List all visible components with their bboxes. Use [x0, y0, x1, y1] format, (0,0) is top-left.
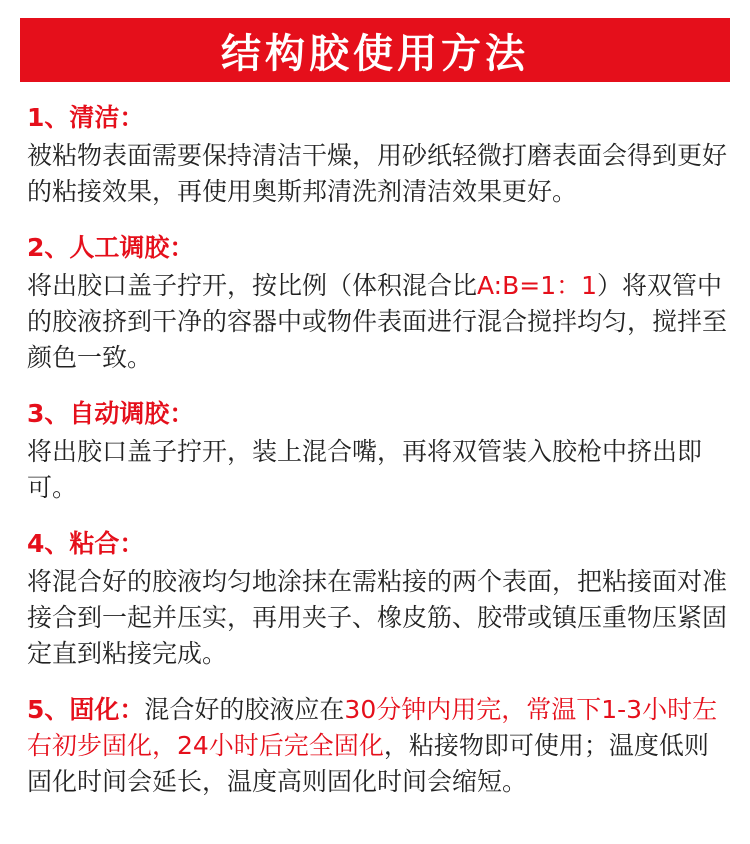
text-fragment: ）将双管中的胶液挤到干净的容器中或物件表面进行混合搅拌均匀，搅拌至颜色一致。 — [27, 271, 728, 372]
section-curing — [27, 692, 727, 800]
section-auto-mixing — [27, 396, 727, 506]
section-manual-mixing — [27, 230, 727, 376]
title-banner — [20, 18, 730, 82]
section-text: 被粘物表面需要保持清洁干燥，用砂纸轻微打磨表面会得到更好的粘接效果，再使用奥斯邦清洗剂清洁效果更好。 — [27, 141, 728, 206]
section-heading: 1、清洁： — [27, 103, 145, 132]
mix-ratio: A:B=1：1 — [477, 271, 598, 300]
section-heading: 4、粘合： — [27, 529, 145, 558]
text-fragment: 混合好的胶液应在 — [144, 695, 345, 724]
section-bonding — [27, 526, 727, 672]
section-heading: 3、自动调胶： — [27, 399, 195, 428]
page-title: 结构胶使用方法 — [221, 30, 529, 77]
curing-time-highlight: 30分钟内用完，常温下1-3小时左右初步固化，24小时后完全固化 — [27, 695, 718, 760]
section-text — [27, 268, 727, 376]
section-heading: 2、人工调胶： — [27, 233, 195, 262]
section-text: 将混合好的胶液均匀地涂抹在需粘接的两个表面，把粘接面对准接合到一起并压实，再用夹子、橡皮筋、胶带或镇压重物压紧固定直到粘接完成。 — [27, 567, 728, 668]
section-heading: 5、固化： — [27, 695, 145, 724]
section-text: 将出胶口盖子拧开，装上混合嘴，再将双管装入胶枪中挤出即可。 — [27, 437, 703, 502]
section-cleaning — [27, 100, 727, 210]
section-text — [27, 692, 727, 800]
text-fragment: 将出胶口盖子拧开，按比例（体积混合比 — [27, 271, 478, 300]
text-fragment: ，粘接物即可使用；温度低则固化时间会延长，温度高则固化时间会缩短。 — [27, 731, 709, 796]
instructions-content — [27, 100, 727, 820]
